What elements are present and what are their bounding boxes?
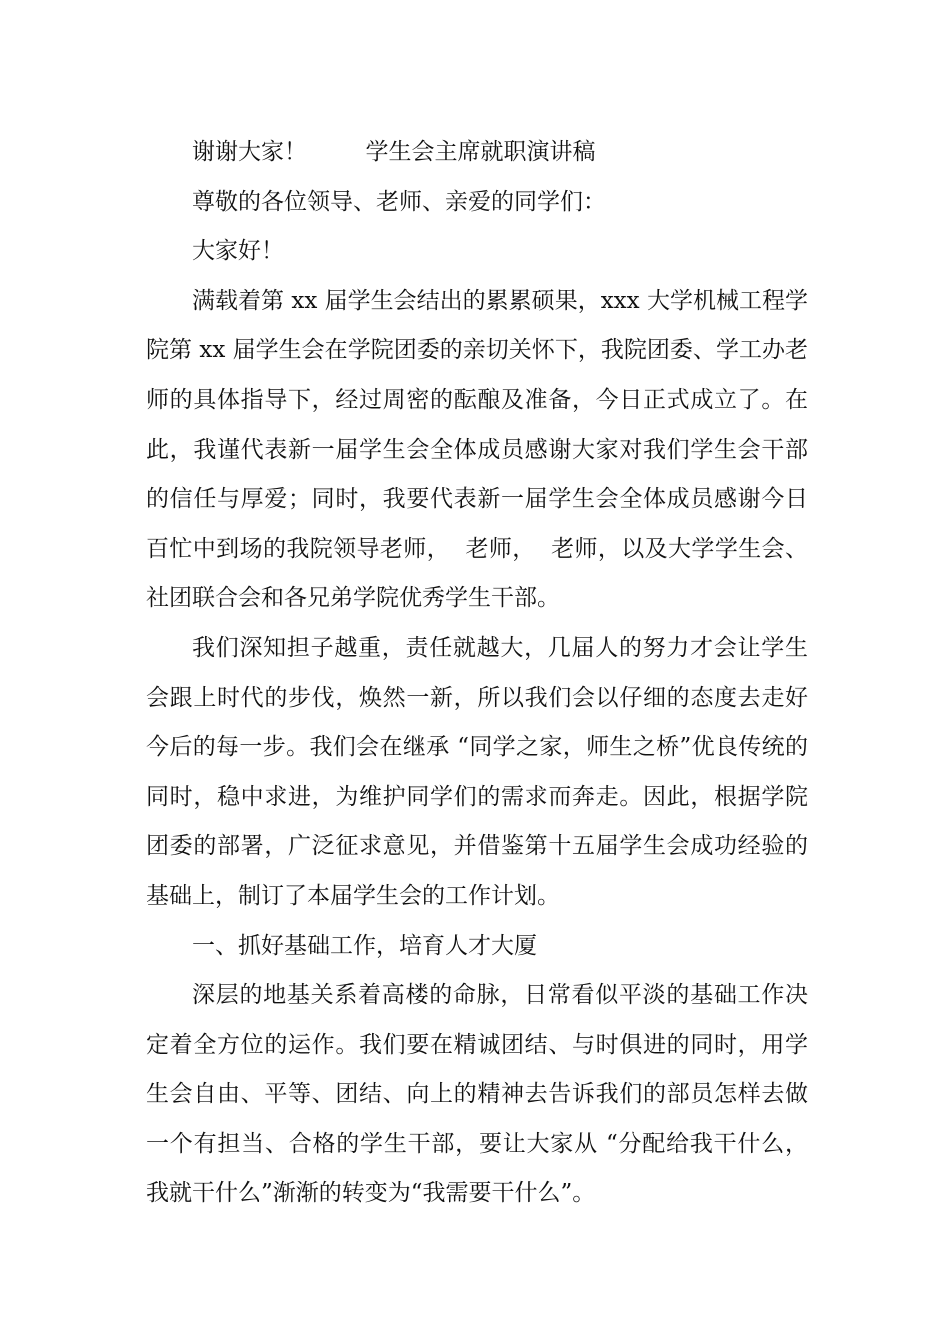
paragraph-greeting: 大家好！ [192, 238, 284, 265]
paragraph-thanks-and-title: 谢谢大家！ 学生会主席就职演讲稿 [192, 139, 596, 165]
paragraph-introduction: 满载着第 xx 届学生会结出的累累硕果，xxx 大学机械工程学院第 xx 届学生会在学院团委的亲切关怀下，我院团委、学工办老师的具体指导下，经过周密的酝酿及准备，今日正式成立了。在此，我谨代表新一届学生会全体成员感谢大家对我们学生会干部的信任与厚爱；同时，我要代表新一届学生会全体成员感谢今日百忙中到场的我院领导老师， 老师， 老师，以及大学学生会、社团联合会和各兄弟学院优秀学生干部。 [146, 287, 808, 612]
paragraph-commitment: 我们深知担子越重，责任就越大，几届人的努力才会让学生会跟上时代的步伐，焕然一新，所以我们会以仔细的态度去走好今后的每一步。我们会在继承 “同学之家，师生之桥”优良传统的同时，稳中求进，为维护同学们的需求而奔走。因此，根据学院团委的部署，广泛征求意见，并借鉴第十五届学生会成功经验的基础上，制订了本届学生会的工作计划。 [146, 634, 808, 909]
section-heading-foundation: 一、抓好基础工作，培育人才大厦 [192, 932, 537, 959]
document-body [146, 128, 808, 1219]
paragraph-salutation: 尊敬的各位领导、老师、亲爱的同学们： [192, 188, 606, 215]
paragraph-foundation-work: 深层的地基关系着高楼的命脉，日常看似平淡的基础工作决定着全方位的运作。我们要在精诚团结、与时俱进的同时，用学生会自由、平等、团结、向上的精神去告诉我们的部员怎样去做一个有担当、合格的学生干部，要让大家从 “分配给我干什么，我就干什么”渐渐的转变为“我需要干什么”。 [146, 982, 808, 1207]
